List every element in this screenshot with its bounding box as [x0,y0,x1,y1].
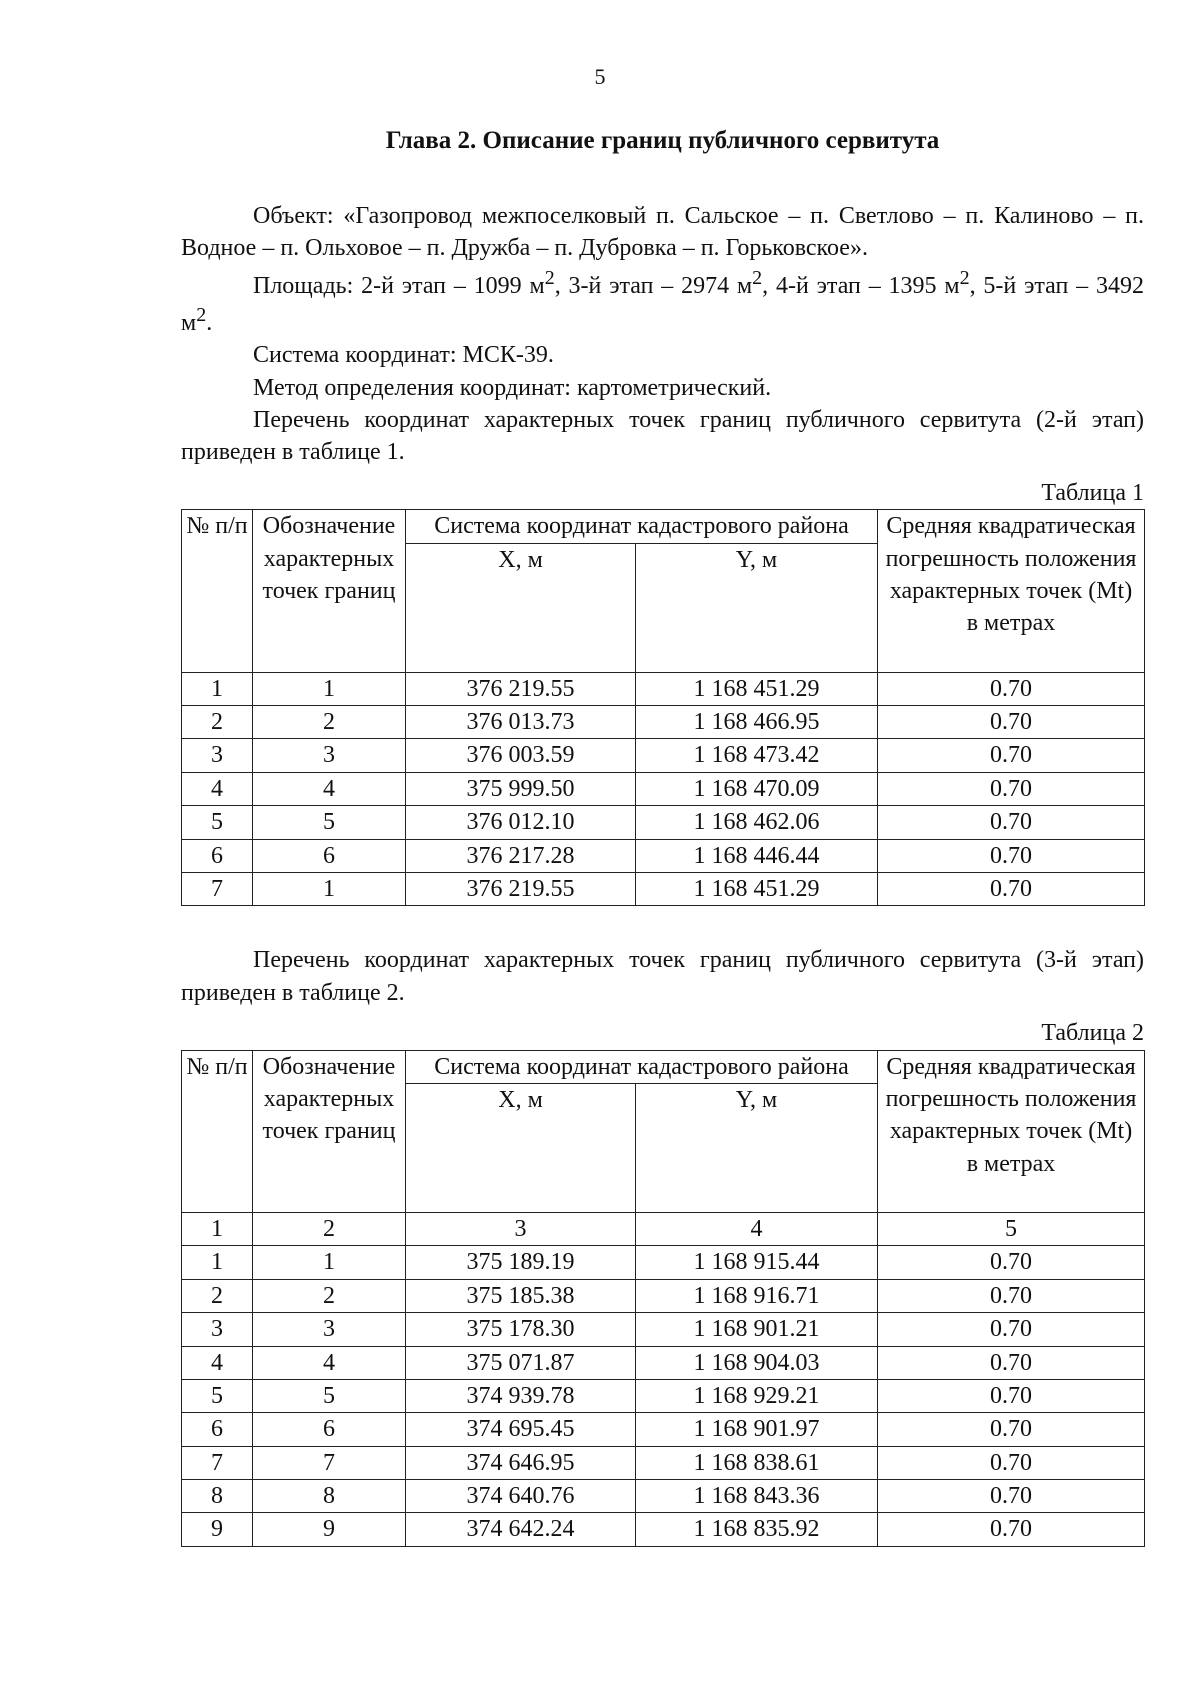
page-number: 5 [594,64,606,89]
cell-error: 0.70 [878,1480,1145,1513]
table-row [182,772,1145,805]
cell-error: 0.70 [878,672,1145,705]
cell-y: 1 168 929.21 [636,1379,878,1412]
cell-x: 374 640.76 [406,1480,636,1513]
cell-y: 1 168 470.09 [636,772,878,805]
cell-error: 0.70 [878,873,1145,906]
table1-intro: Перечень координат характерных точек границ публичного сервитута (2-й этап) приведен в таблице 1. [181,407,1144,466]
cell-error: 0.70 [878,772,1145,805]
cell-num: 2 [182,1279,253,1312]
cell-num: 1 [182,1246,253,1279]
table2-caption: Таблица 2 [1041,1020,1144,1047]
cell-error: 0.70 [878,806,1145,839]
cell-point: 7 [253,1446,406,1479]
cell-point: 2 [253,706,406,739]
table-row [182,1446,1145,1479]
column-number: 4 [636,1212,878,1245]
cell-num: 4 [182,772,253,805]
coordinate-method: Метод определения координат: картометрический. [253,374,772,401]
cell-error: 0.70 [878,1413,1145,1446]
cell-x: 376 219.55 [406,873,636,906]
cell-point: 1 [253,1246,406,1279]
header-y: Y, м [636,1083,878,1212]
cell-point: 9 [253,1513,406,1546]
table-row [182,672,1145,705]
cell-point: 4 [253,772,406,805]
table-row [182,1246,1145,1279]
cell-num: 6 [182,839,253,872]
table-row [182,1480,1145,1513]
cell-num: 5 [182,1379,253,1412]
cell-point: 8 [253,1480,406,1513]
header-coordinate-system: Система координат кадастрового района [406,1050,878,1083]
cell-error: 0.70 [878,739,1145,772]
cell-error: 0.70 [878,706,1145,739]
cell-point: 5 [253,1379,406,1412]
cell-y: 1 168 473.42 [636,739,878,772]
cell-x: 374 642.24 [406,1513,636,1546]
header-y: Y, м [636,543,878,672]
header-error: Средняя квадратическая погрешность положения характерных точек (Mt) в метрах [878,1050,1145,1212]
cell-point: 2 [253,1279,406,1312]
header-coordinate-system: Система координат кадастрового района [406,510,878,543]
cell-error: 0.70 [878,1513,1145,1546]
cell-error: 0.70 [878,839,1145,872]
table-row [182,1313,1145,1346]
cell-x: 376 013.73 [406,706,636,739]
cell-y: 1 168 843.36 [636,1480,878,1513]
cell-num: 7 [182,1446,253,1479]
cell-point: 5 [253,806,406,839]
table-row [182,1513,1145,1546]
cell-y: 1 168 451.29 [636,873,878,906]
cell-y: 1 168 904.03 [636,1346,878,1379]
cell-point: 1 [253,873,406,906]
cell-point: 6 [253,1413,406,1446]
cell-num: 1 [182,672,253,705]
cell-error: 0.70 [878,1246,1145,1279]
cell-x: 376 219.55 [406,672,636,705]
table-row [182,806,1145,839]
cell-x: 375 178.30 [406,1313,636,1346]
cell-error: 0.70 [878,1313,1145,1346]
cell-y: 1 168 451.29 [636,672,878,705]
cell-x: 375 999.50 [406,772,636,805]
header-error: Средняя квадратическая погрешность положения характерных точек (Mt) в метрах [878,510,1145,672]
column-number: 2 [253,1212,406,1245]
table-row [182,706,1145,739]
coordinates-table-2 [181,1050,1145,1547]
cell-x: 376 217.28 [406,839,636,872]
header-designation: Обозначение характерных точек границ [253,510,406,672]
table2-intro: Перечень координат характерных точек границ публичного сервитута (3-й этап) приведен в таблице 2. [181,947,1144,1006]
cell-num: 5 [182,806,253,839]
table-row [182,1413,1145,1446]
table-row [182,839,1145,872]
cell-y: 1 168 901.97 [636,1413,878,1446]
cell-num: 4 [182,1346,253,1379]
cell-x: 375 185.38 [406,1279,636,1312]
cell-point: 1 [253,672,406,705]
cell-error: 0.70 [878,1346,1145,1379]
cell-x: 376 003.59 [406,739,636,772]
table-row [182,873,1145,906]
table-row [182,1279,1145,1312]
cell-point: 3 [253,739,406,772]
cell-num: 3 [182,1313,253,1346]
column-number: 5 [878,1212,1145,1245]
cell-x: 374 695.45 [406,1413,636,1446]
object-description: Объект: «Газопровод межпоселковый п. Сальское – п. Светлово – п. Калиново – п. Водное – п. Ольховое – п. Дружба – п. Дубровка – п. Горьковское». [181,202,1144,262]
coordinates-table-1 [181,509,1145,906]
column-number: 1 [182,1212,253,1245]
cell-x: 374 646.95 [406,1446,636,1479]
area-description: Площадь: 2-й этап – 1099 $м^2$, 3-й этап – 2974 $м^2$, 4-й этап – 1395 $м^2$, 5-й этап – 3492 $м^2$. [181,266,1144,336]
cell-point: 4 [253,1346,406,1379]
cell-x: 374 939.78 [406,1379,636,1412]
cell-x: 375 189.19 [406,1246,636,1279]
cell-x: 375 071.87 [406,1346,636,1379]
cell-error: 0.70 [878,1279,1145,1312]
cell-num: 9 [182,1513,253,1546]
cell-point: 6 [253,839,406,872]
table-row [182,1346,1145,1379]
cell-y: 1 168 835.92 [636,1513,878,1546]
cell-y: 1 168 901.21 [636,1313,878,1346]
header-num: № п/п [182,1050,253,1212]
table-row [182,1379,1145,1412]
header-x: X, м [406,1083,636,1212]
cell-y: 1 168 915.44 [636,1246,878,1279]
header-num: № п/п [182,510,253,672]
cell-y: 1 168 838.61 [636,1446,878,1479]
table-row [182,739,1145,772]
cell-num: 3 [182,739,253,772]
cell-y: 1 168 446.44 [636,839,878,872]
table1-body [182,672,1145,906]
cell-num: 6 [182,1413,253,1446]
table2-body [182,1246,1145,1547]
table1-caption: Таблица 1 [1041,479,1144,506]
cell-error: 0.70 [878,1379,1145,1412]
cell-num: 8 [182,1480,253,1513]
column-number: 3 [406,1212,636,1245]
coordinate-system: Система координат: МСК-39. [253,342,554,369]
header-designation: Обозначение характерных точек границ [253,1050,406,1212]
cell-y: 1 168 466.95 [636,706,878,739]
cell-num: 7 [182,873,253,906]
page-content [181,124,1144,1547]
cell-x: 376 012.10 [406,806,636,839]
cell-y: 1 168 916.71 [636,1279,878,1312]
cell-point: 3 [253,1313,406,1346]
cell-num: 2 [182,706,253,739]
header-x: X, м [406,543,636,672]
cell-y: 1 168 462.06 [636,806,878,839]
cell-error: 0.70 [878,1446,1145,1479]
chapter-title: Глава 2. Описание границ публичного сервитута [385,127,940,154]
